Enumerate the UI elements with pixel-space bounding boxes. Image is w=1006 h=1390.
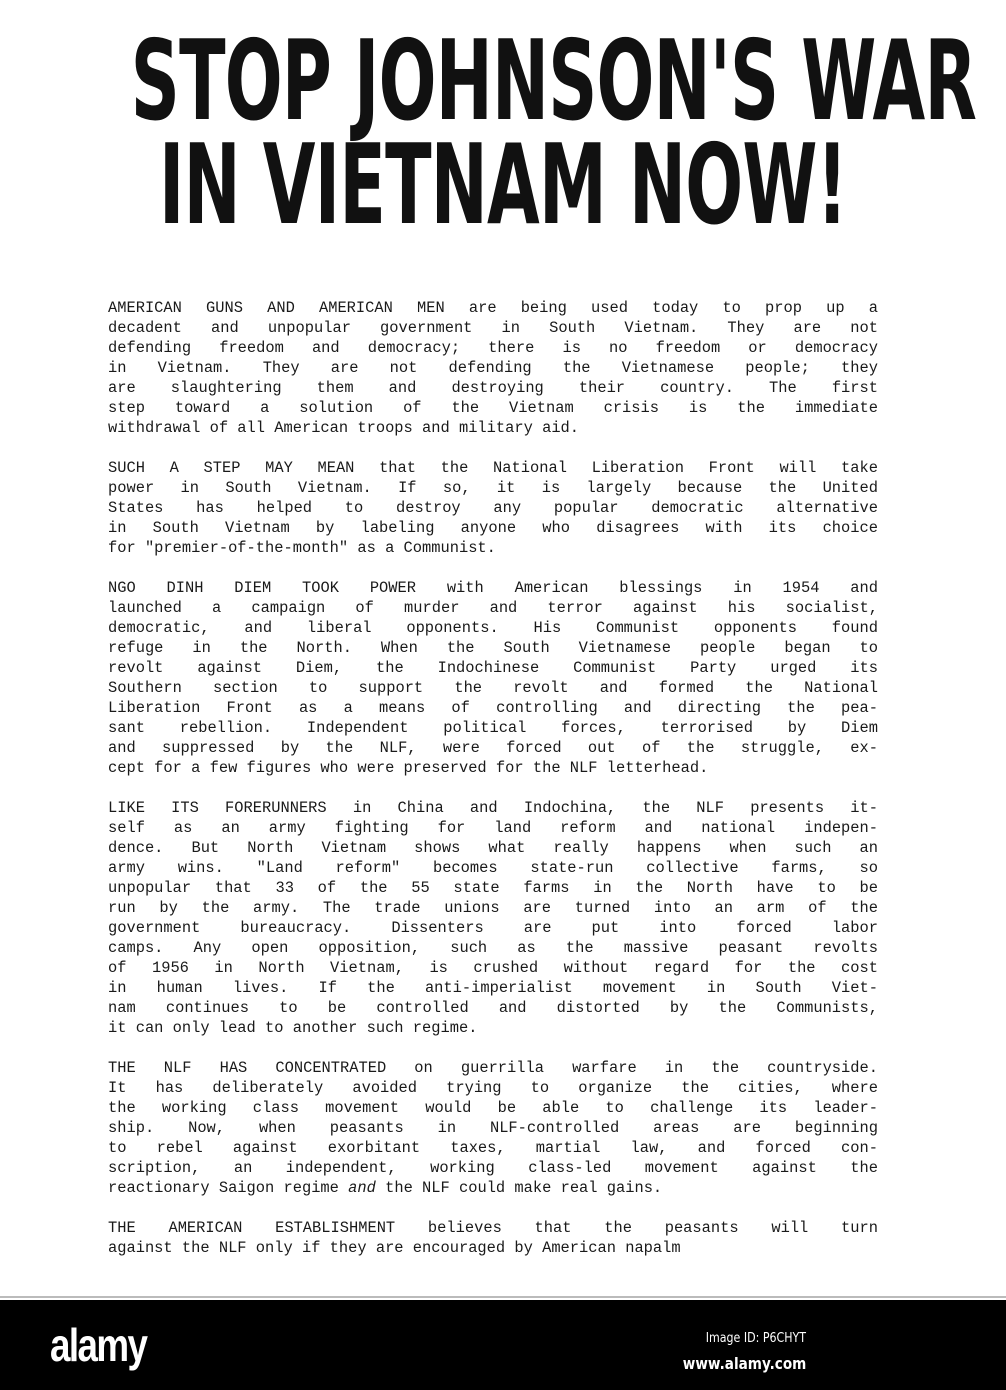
text-line: Southern section to support the revolt and formed the National [108,679,878,697]
text-line: camps. Any open opposition, such as the massive peasant revolts [108,939,878,957]
text-line: dence. But North Vietnam shows what really happens when such an [108,839,878,857]
watermark-banner [0,1300,1006,1390]
text-line: LIKE ITS FORERUNNERS in China and Indochina, the NLF presents it- [108,799,878,817]
text-line: to rebel against exorbitant taxes, martial law, and forced con- [108,1139,878,1157]
document-body [108,298,878,1258]
text-segment: the NLF could make real gains. [375,1179,663,1197]
text-line: power in South Vietnam. If so, it is largely because the United [108,479,878,497]
text-line: nam continues to be controlled and distorted by the Communists, [108,999,878,1017]
text-line: for "premier-of-the-month" as a Communist. [108,539,496,557]
text-line: ship. Now, when peasants in NLF-controlled areas are beginning [108,1119,878,1137]
text-line: it can only lead to another such regime. [108,1019,478,1037]
paragraph [108,1218,878,1258]
text-line: AMERICAN GUNS AND AMERICAN MEN are being used today to prop up a [108,299,878,317]
text-line: army wins. "Land reform" becomes state-run collective farms, so [108,859,878,877]
website-url: www.alamy.com [682,1354,806,1373]
text-line: the working class movement would be able to challenge its leader- [108,1099,878,1117]
text-line: THE NLF HAS CONCENTRATED on guerrilla warfare in the countryside. [108,1059,878,1077]
text-line: sant rebellion. Independent political forces, terrorised by Diem [108,719,878,737]
text-line: of 1956 in North Vietnam, is crushed without regard for the cost [108,959,878,977]
text-line: against the NLF only if they are encouraged by American napalm [108,1239,681,1257]
text-line: THE AMERICAN ESTABLISHMENT believes that the peasants will turn [108,1219,878,1237]
text-line: It has deliberately avoided trying to organize the cities, where [108,1079,878,1097]
paragraph-gap [108,778,878,798]
text-segment: reactionary Saigon regime [108,1179,349,1197]
text-line: cept for a few figures who were preserved for the NLF letterhead. [108,759,709,777]
text-line: in Vietnam. They are not defending the Vietnamese people; they [108,359,878,377]
paragraph [108,298,878,438]
text-line: are slaughtering them and destroying their country. The first [108,379,878,397]
headline-line-1: STOP JOHNSON'S WAR [130,17,977,146]
text-line: scription, an independent, working class-led movement against the [108,1159,878,1177]
text-line: in South Vietnam by labeling anyone who disagrees with its choice [108,519,878,537]
paragraph [108,578,878,778]
text-line: launched a campaign of murder and terror against his socialist, [108,599,878,617]
text-line: unpopular that 33 of the 55 state farms in the North have to be [108,879,878,897]
text-line: SUCH A STEP MAY MEAN that the National Liberation Front will take [108,459,878,477]
text-line: States has helped to destroy any popular democratic alternative [108,499,878,517]
text-line: self as an army fighting for land reform and national indepen- [108,819,878,837]
paragraph [108,1058,878,1198]
paragraph-gap [108,1038,878,1058]
text-line: Liberation Front as a means of controlling and directing the pea- [108,699,878,717]
text-line: step toward a solution of the Vietnam crisis is the immediate [108,399,878,417]
text-line: government bureaucracy. Dissenters are put into forced labor [108,919,878,937]
text-line: defending freedom and democracy; there is no freedom or democracy [108,339,878,357]
text-line: NGO DINH DIEM TOOK POWER with American blessings in 1954 and [108,579,878,597]
text-line: and suppressed by the NLF, were forced out of the struggle, ex- [108,739,878,757]
text-line: revolt against Diem, the Indochinese Communist Party urged its [108,659,878,677]
paragraph [108,458,878,558]
emphasis-text: and [348,1179,376,1197]
text-line [108,1178,878,1198]
headline-line-2: IN VIETNAM NOW! [159,121,847,250]
text-line: withdrawal of all American troops and military aid. [108,419,580,437]
page-edge-divider [0,1296,1006,1298]
text-line: in human lives. If the anti-imperialist movement in South Viet- [108,979,878,997]
text-line: refuge in the North. When the South Vietnamese people began to [108,639,878,657]
paragraph-gap [108,438,878,458]
text-line: democratic, and liberal opponents. His Communist opponents found [108,619,878,637]
image-id-text: Image ID: P6CHYT [705,1331,806,1346]
text-line: decadent and unpopular government in South Vietnam. They are not [108,319,878,337]
paragraph-gap [108,1198,878,1218]
alamy-logo: alamy [50,1319,147,1371]
paragraph [108,798,878,1038]
paragraph-gap [108,558,878,578]
text-line: run by the army. The trade unions are turned into an arm of the [108,899,878,917]
